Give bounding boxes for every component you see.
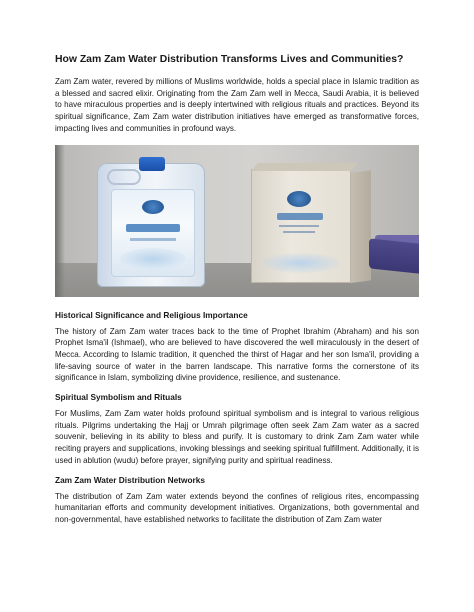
box-side-panel: [351, 170, 371, 283]
box-label-line: [283, 231, 315, 233]
section-heading: Spiritual Symbolism and Rituals: [55, 392, 182, 403]
box-logo-emblem: [287, 191, 311, 207]
jug-blue-cap: [139, 157, 165, 171]
section-historical-significance: [55, 309, 419, 385]
jug-brand-mark: [126, 224, 180, 232]
section-body: The history of Zam Zam water traces back to the time of Prophet Ibrahim (Abraham) and his son Prophet Isma'il (Ishmael), who are believed to have discovered the well miraculously in the desert of Mecca. According to Islamic tradition, it quenched the thirst of Hagar and her son Isma'il, providing a life-saving source of water in the barren landscape. This narrative forms the cornerstone of its significance in Islam, symbolizing divine providence, resilience, and sustenance.: [55, 326, 419, 383]
box-label-line: [279, 225, 319, 227]
document-content: [55, 53, 419, 526]
jug-water-graphic: [120, 248, 186, 270]
section-spiritual-symbolism: [55, 391, 419, 467]
intro-paragraph: Zam Zam water, revered by millions of Muslims worldwide, holds a special place in Islamic tradition as a blessed and sacred elixir. Originating from the Zam Zam well in Mecca, Saudi Arabia, it is believed to have miraculous properties and is deeply intertwined with religious rituals and practices. Beyond its spiritual significance, Zam Zam water distribution initiatives have emerged as transformative forces, impacting lives and communities in profound ways.: [55, 77, 419, 133]
jug-label-line: [130, 238, 176, 241]
section-heading: Zam Zam Water Distribution Networks: [55, 474, 205, 485]
box-brand-mark: [277, 213, 323, 220]
zamzam-containers-photo: [55, 145, 419, 297]
section-heading: Historical Significance and Religious Importance: [55, 309, 248, 320]
section-body: For Muslims, Zam Zam water holds profound spiritual symbolism and is integral to various religious rituals. Pilgrims undertaking the Hajj or Umrah pilgrimage often seek Zam Zam water as a sacred souvenir, believing in its ability to bless and purify. It is customary to drink Zam Zam water while reciting prayers and supplications, invoking blessings and seeking spiritual fulfillment. Additionally, it is used in ablution (wudu) before prayer, signifying purity and spiritual readiness.: [55, 409, 419, 465]
jug-handle: [107, 169, 141, 185]
jug-label: [111, 189, 195, 277]
purple-tray: [369, 238, 419, 273]
box-water-graphic: [261, 253, 341, 273]
photo-shadow-edge: [55, 145, 65, 297]
zamzam-water-jug: [97, 163, 205, 287]
jug-logo-emblem: [142, 200, 164, 214]
section-body: The distribution of Zam Zam water extends beyond the confines of religious rites, encompassing humanitarian efforts and community development initiatives. Organizations, both governmental and non-governmental, have established networks to facilitate the distribution of Zam Zam water: [55, 491, 419, 524]
zamzam-carton-box: [251, 169, 351, 283]
box-top-flap: [251, 163, 358, 171]
document-title: How Zam Zam Water Distribution Transforms Lives and Communities?: [55, 54, 404, 65]
section-distribution-networks: [55, 474, 419, 526]
